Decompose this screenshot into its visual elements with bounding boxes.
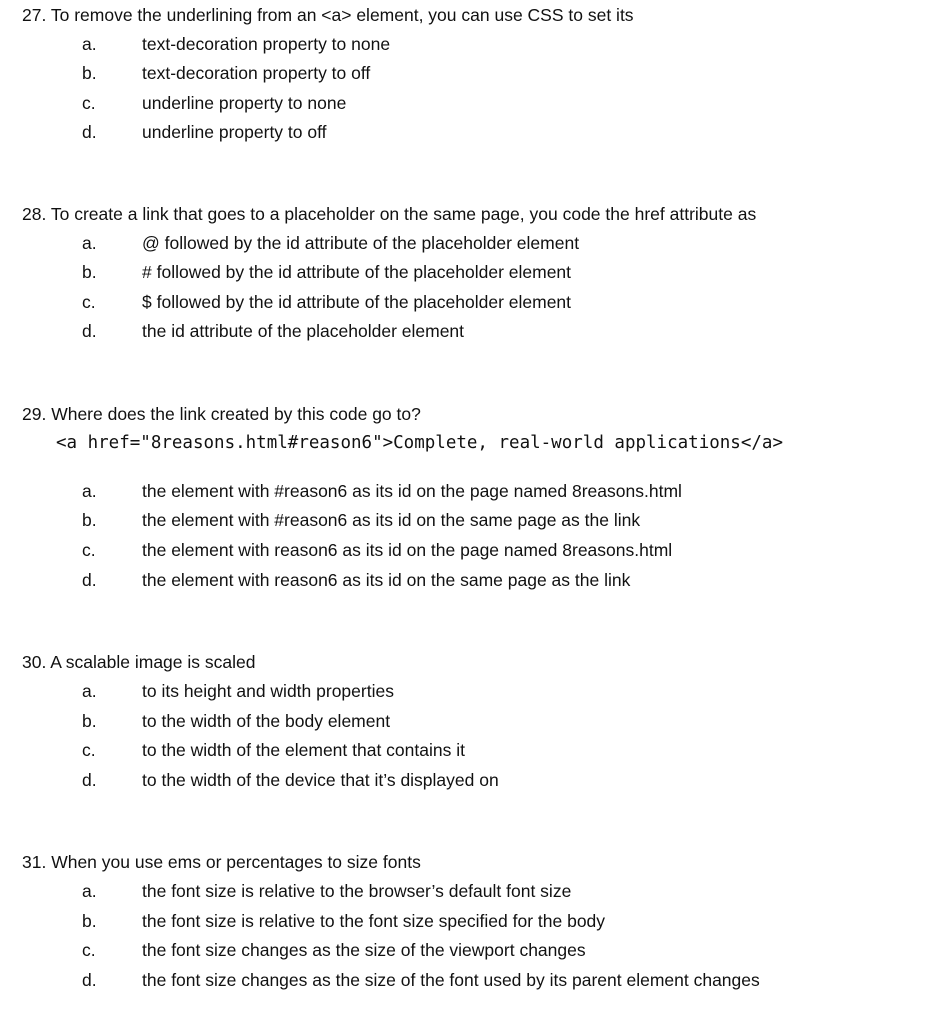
- option-text: the font size is relative to the font size specified for the body: [142, 911, 606, 931]
- code-snippet: <a href="8reasons.html#reason6">Complete, real-world applications</a>: [56, 433, 783, 453]
- option-text: text-decoration property to off: [142, 63, 371, 83]
- question-stem: 28. To create a link that goes to a placeholder on the same page, you code the href attribute as: [22, 204, 757, 224]
- option-letter: b.: [82, 711, 97, 731]
- option-text: the element with reason6 as its id on the same page as the link: [142, 570, 631, 590]
- option-letter: b.: [82, 63, 97, 83]
- question-stem: 27. To remove the underlining from an <a> element, you can use CSS to set its: [22, 5, 634, 25]
- option-letter: b.: [82, 262, 97, 282]
- option-text: underline property to none: [142, 93, 347, 113]
- option-letter: d.: [82, 970, 97, 990]
- option-text: the font size is relative to the browser’s default font size: [142, 881, 572, 901]
- option-letter: a.: [82, 881, 97, 901]
- option-text: the element with #reason6 as its id on the same page as the link: [142, 510, 641, 530]
- option-text: the id attribute of the placeholder element: [142, 321, 465, 341]
- option-letter: b.: [82, 911, 97, 931]
- option-text: to its height and width properties: [142, 681, 394, 701]
- option-letter: d.: [82, 321, 97, 341]
- option-text: the font size changes as the size of the viewport changes: [142, 940, 586, 960]
- option-letter: d.: [82, 122, 97, 142]
- option-letter: c.: [82, 740, 96, 760]
- option-text: the element with #reason6 as its id on the page named 8reasons.html: [142, 481, 682, 501]
- option-letter: c.: [82, 93, 96, 113]
- option-text: $ followed by the id attribute of the placeholder element: [142, 292, 572, 312]
- option-letter: d.: [82, 770, 97, 790]
- option-letter: a.: [82, 233, 97, 253]
- option-text: to the width of the body element: [142, 711, 391, 731]
- option-letter: c.: [82, 540, 96, 560]
- option-letter: d.: [82, 570, 97, 590]
- question-stem: 29. Where does the link created by this code go to?: [22, 404, 421, 424]
- option-text: text-decoration property to none: [142, 34, 391, 54]
- option-text: the font size changes as the size of the font used by its parent element changes: [142, 970, 760, 990]
- option-letter: c.: [82, 292, 96, 312]
- option-letter: a.: [82, 34, 97, 54]
- option-text: to the width of the element that contains it: [142, 740, 465, 760]
- option-text: to the width of the device that it’s displayed on: [142, 770, 499, 790]
- option-text: # followed by the id attribute of the placeholder element: [142, 262, 572, 282]
- question-stem: 30. A scalable image is scaled: [22, 652, 256, 672]
- option-text: underline property to off: [142, 122, 327, 142]
- option-text: the element with reason6 as its id on the page named 8reasons.html: [142, 540, 673, 560]
- question-stem: 31. When you use ems or percentages to size fonts: [22, 852, 421, 872]
- option-letter: b.: [82, 510, 97, 530]
- option-letter: c.: [82, 940, 96, 960]
- option-letter: a.: [82, 681, 97, 701]
- option-letter: a.: [82, 481, 97, 501]
- option-text: @ followed by the id attribute of the placeholder element: [142, 233, 580, 253]
